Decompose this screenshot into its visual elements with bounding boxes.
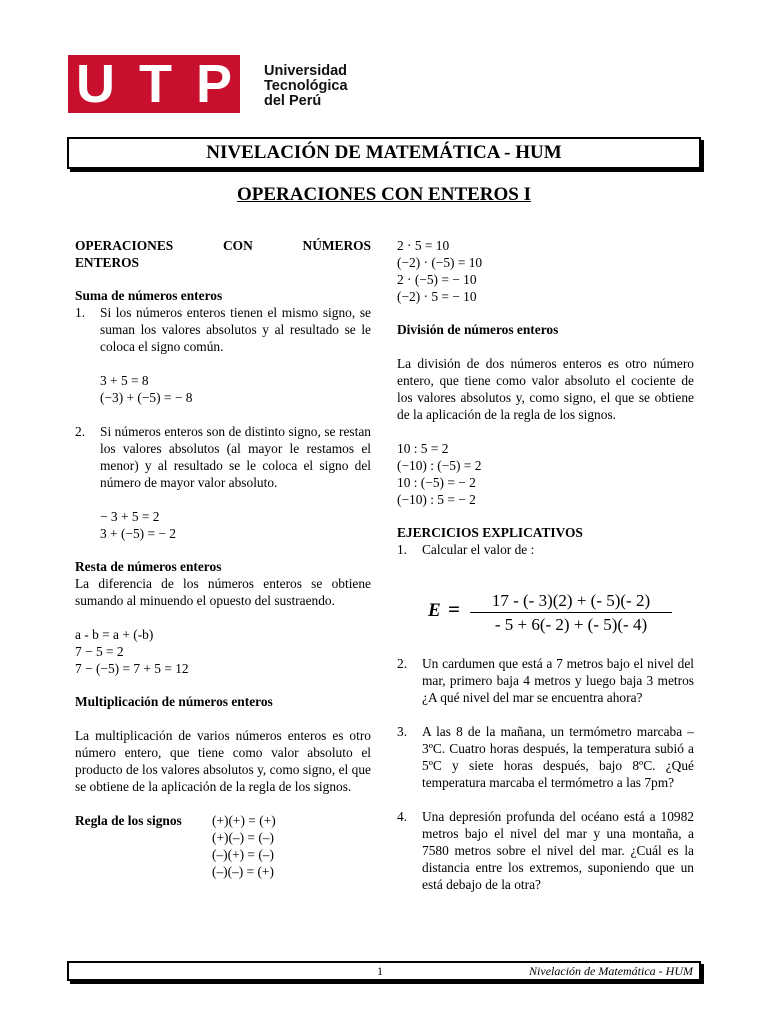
suma-rule-2 xyxy=(75,423,371,491)
logo-letter-u: U xyxy=(76,54,119,114)
div-example-2: (−10) : (−5) = 2 xyxy=(397,458,482,473)
suma-example-4: 3 + (−5) = − 2 xyxy=(100,526,176,541)
list-text: A las 8 de la mañana, un termómetro marcaba – 3ºC. Cuatro horas después, la temperatura subió a 5ºC y siete horas después, bajo 8ºC. ¿Qué temperatura marcaba el termómetro a las 7pm? xyxy=(422,724,694,790)
resta-text: La diferencia de los números enteros se obtiene sumando al minuendo el opuesto del sustraendo. xyxy=(75,576,371,608)
signs-label: Regla de los signos xyxy=(75,813,182,828)
list-text: Un cardumen que está a 7 metros bajo el nivel del mar, primero baja 4 metros y luego baja 3 metros ¿A qué nivel del mar se encuentra ahora? xyxy=(422,656,694,705)
formula-numerator: 17 - (- 3)(2) + (- 5)(- 2) xyxy=(491,591,651,610)
logo-university-name xyxy=(264,64,348,109)
div-example-1: 10 : 5 = 2 xyxy=(397,441,449,456)
sign-rule-3: (–)(+) = (–) xyxy=(212,847,274,862)
list-text: Si los números enteros tienen el mismo signo, se suman los valores absolutos y al resultado se le coloca el signo común. xyxy=(100,305,371,354)
header-title: NIVELACIÓN DE MATEMÁTICA - HUM xyxy=(206,142,562,163)
mult-example-3: 2 · (−5) = − 10 xyxy=(397,272,477,287)
logo-letter-t: T xyxy=(138,54,176,114)
ejercicio-3 xyxy=(397,723,694,791)
heading-word-2: CON xyxy=(223,238,253,253)
ejercicios-title: EJERCICIOS EXPLICATIVOS xyxy=(397,525,583,540)
div-example-4: (−10) : 5 = − 2 xyxy=(397,492,476,507)
signs-rule xyxy=(75,812,371,880)
page-number: 1 xyxy=(377,964,383,978)
list-number: 4. xyxy=(397,809,408,824)
formula-denominator: - 5 + 6(- 2) + (- 5)(- 4) xyxy=(494,615,648,634)
sign-rule-4: (–)(–) = (+) xyxy=(212,864,274,879)
signs-list xyxy=(212,812,276,880)
resta-example-2: 7 − 5 = 2 xyxy=(75,644,124,659)
mult-example-4: (−2) · 5 = − 10 xyxy=(397,289,477,304)
logo-letter-p: P xyxy=(195,54,236,114)
heading-word-3: NÚMEROS xyxy=(302,238,371,253)
list-number: 1. xyxy=(397,542,408,557)
formula-e xyxy=(428,588,678,638)
list-number: 2. xyxy=(75,424,86,439)
logo-line-2: Tecnológica xyxy=(264,78,348,94)
list-number: 1. xyxy=(75,305,86,320)
list-number: 2. xyxy=(397,656,408,671)
mult-text: La multiplicación de varios números enteros es otro número entero, que tiene como valor absoluto el producto de los valores absolutos y, como signo, el que se obtiene de la aplicación de la regla de los signos. xyxy=(75,728,371,794)
right-column xyxy=(397,237,694,558)
mult-title: Multiplicación de números enteros xyxy=(75,694,273,709)
resta-title: Resta de números enteros xyxy=(75,559,222,574)
formula-variable: E xyxy=(428,600,441,621)
left-column xyxy=(75,237,371,880)
suma-rule-1 xyxy=(75,304,371,355)
utp-logo xyxy=(68,55,358,115)
suma-title: Suma de números enteros xyxy=(75,288,223,303)
page-title: OPERACIONES CON ENTEROS I xyxy=(236,184,532,205)
heading-word-1: OPERACIONES xyxy=(75,238,174,253)
sign-rule-2: (+)(–) = (–) xyxy=(212,830,274,845)
mult-example-2: (−2) · (−5) = 10 xyxy=(397,255,483,270)
suma-example-3: − 3 + 5 = 2 xyxy=(100,509,160,524)
list-text: Una depresión profunda del océano está a 10982 metros bajo el nivel del mar y una montaña, a 7580 metros sobre el nivel del mar. ¿Cuál es la distancia entre los extremos, suponiendo que un está debajo de la otra? xyxy=(422,809,694,892)
suma-example-2: (−3) + (−5) = − 8 xyxy=(100,390,193,405)
ejercicio-4 xyxy=(397,808,694,893)
formula-equals: = xyxy=(448,597,460,621)
ejercicio-1 xyxy=(397,541,694,558)
list-text: Si números enteros son de distinto signo, se restan los valores absolutos (al mayor le restamos el menor) y al resultado se le coloca el signo del número de mayor valor absoluto. xyxy=(100,424,371,490)
logo-line-1: Universidad xyxy=(264,63,347,79)
resta-example-1: a - b = a + (-b) xyxy=(75,627,154,642)
section-heading-line1 xyxy=(75,237,371,254)
list-text: Calcular el valor de : xyxy=(422,542,535,557)
div-example-3: 10 : (−5) = − 2 xyxy=(397,475,476,490)
sign-rule-1: (+)(+) = (+) xyxy=(212,813,276,828)
right-column-exercises xyxy=(397,655,694,893)
div-text: La división de dos números enteros es otro número entero, que tiene como valor absoluto el cociente de los valores absolutos y, como signo, el que se obtiene de la aplicación de la regla de los signos. xyxy=(397,356,694,422)
logo-line-3: del Perú xyxy=(264,93,322,109)
suma-example-1: 3 + 5 = 8 xyxy=(100,373,149,388)
footer-title: Nivelación de Matemática - HUM xyxy=(529,964,693,978)
ejercicio-2 xyxy=(397,655,694,706)
resta-example-3: 7 − (−5) = 7 + 5 = 12 xyxy=(75,661,189,676)
header-box xyxy=(67,137,701,169)
footer-box xyxy=(67,961,701,981)
section-heading-line2: ENTEROS xyxy=(75,255,139,270)
list-number: 3. xyxy=(397,724,408,739)
fraction-bar xyxy=(470,612,672,613)
logo-red-box xyxy=(68,55,240,113)
div-title: División de números enteros xyxy=(397,322,559,337)
mult-example-1: 2 · 5 = 10 xyxy=(397,238,450,253)
